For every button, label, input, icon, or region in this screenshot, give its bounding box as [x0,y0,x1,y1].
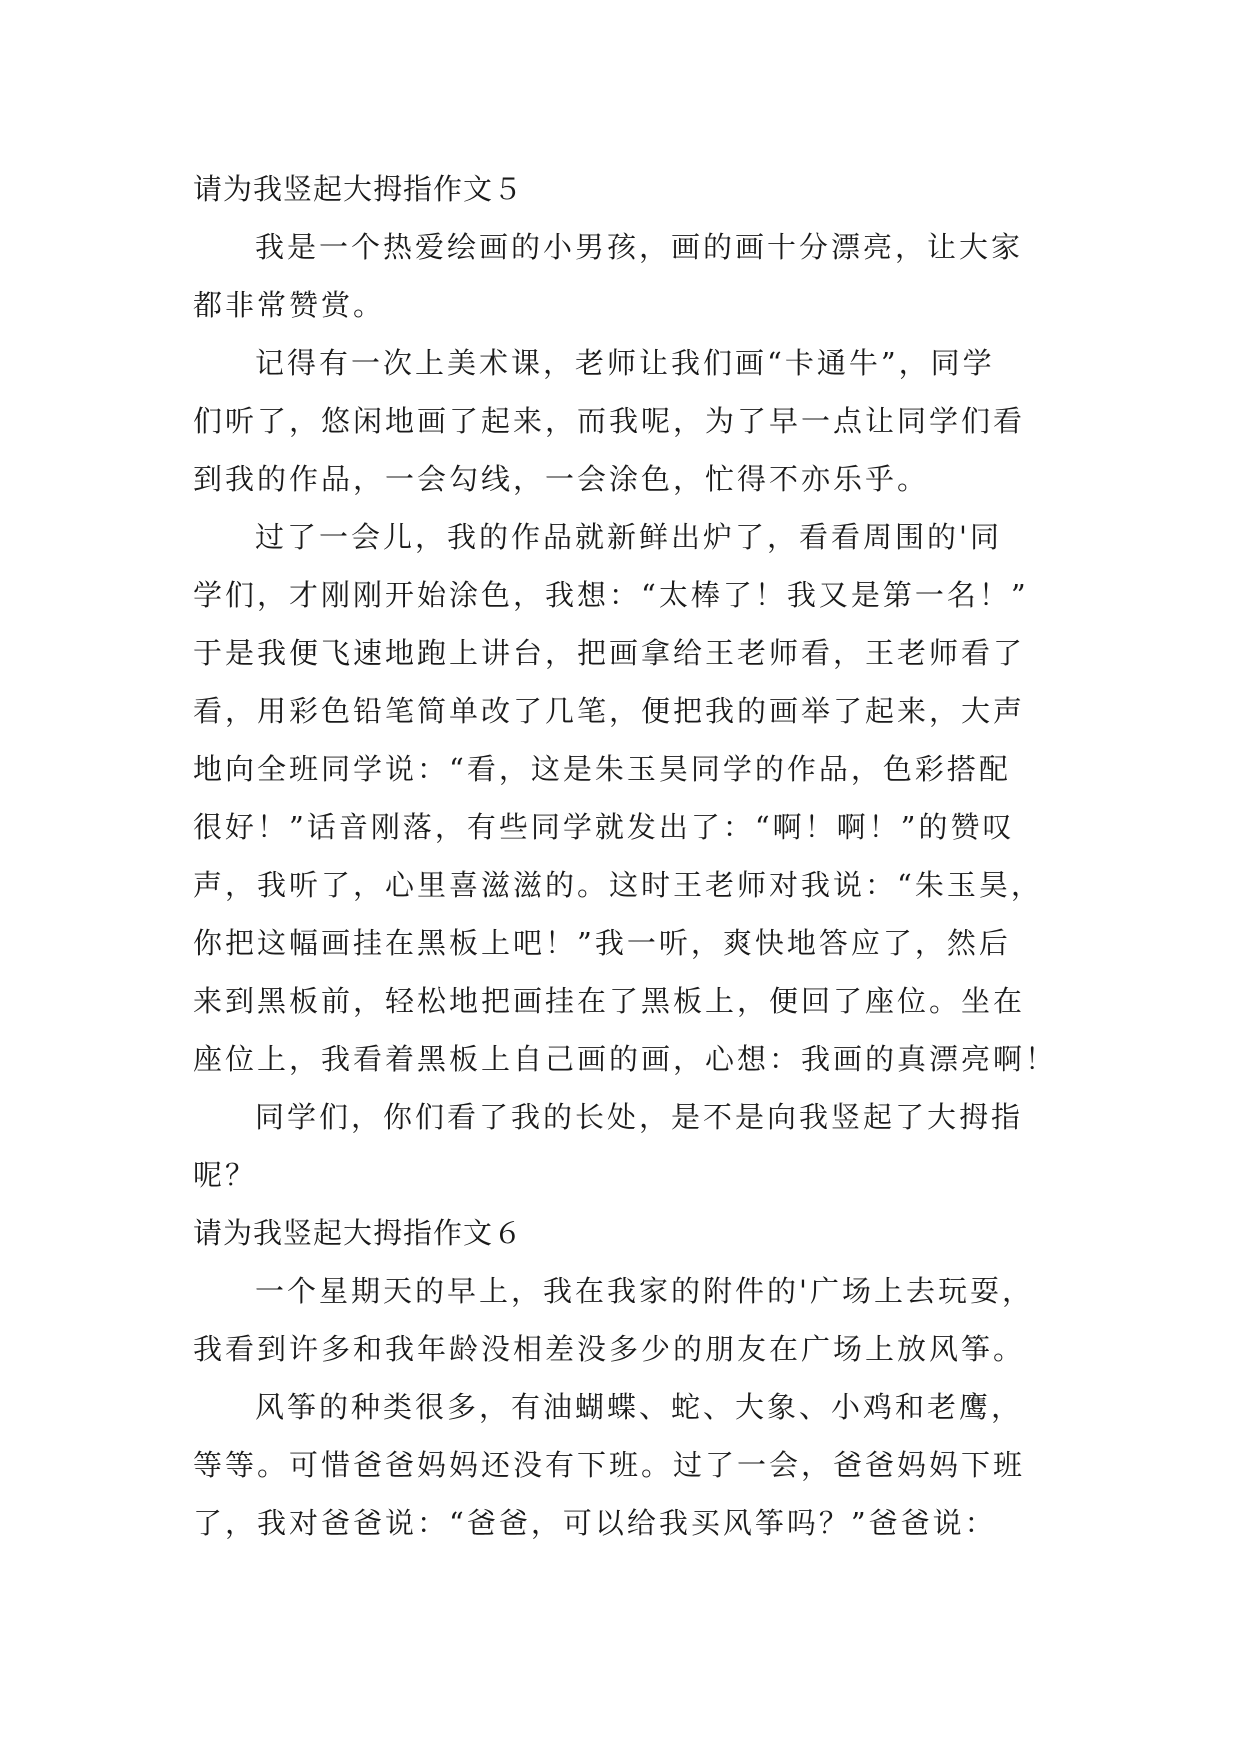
paragraph [193,508,1058,1088]
text-line: 声，我听了，心里喜滋滋的。这时王老师对我说：“朱玉昊， [193,868,1043,902]
text-line: 我看到许多和我年龄没相差没多少的朋友在广场上放风筝。 [193,1332,1026,1366]
section-title: 请为我竖起大拇指作文６ [193,1216,524,1250]
text-line: 等等。可惜爸爸妈妈还没有下班。过了一会，爸爸妈妈下班 [193,1448,1026,1482]
text-line: 到我的作品，一会勾线，一会涂色，忙得不亦乐乎。 [193,462,930,496]
text-line: 你把这幅画挂在黑板上吧！”我一听，爽快地答应了，然后 [193,926,1011,960]
text-line: 记得有一次上美术课，老师让我们画“卡通牛”，同学 [255,346,995,380]
text-line: 过了一会儿，我的作品就新鲜出炉了，看看周围的'同 [255,520,1002,554]
text-line: 们听了，悠闲地画了起来，而我呢，为了早一点让同学们看 [193,404,1026,438]
text-line: 来到黑板前，轻松地把画挂在了黑板上，便回了座位。坐在 [193,984,1026,1018]
text-line: 座位上，我看着黑板上自己画的画，心想：我画的真漂亮啊！ [193,1042,1058,1076]
paragraph [193,1088,1055,1204]
document-body [193,160,1058,1552]
text-line: 看，用彩色铅笔简单改了几笔，便把我的画举了起来，大声 [193,694,1026,728]
paragraph [193,1262,1055,1378]
paragraph [193,218,1055,334]
paragraph [193,1378,1055,1552]
text-line: 一个星期天的早上，我在我家的附件的'广场上去玩耍， [255,1274,1034,1308]
text-line: 地向全班同学说：“看，这是朱玉昊同学的作品，色彩搭配 [193,752,1011,786]
text-line: 都非常赞赏。 [193,288,386,322]
text-line: 我是一个热爱绘画的小男孩，画的画十分漂亮，让大家 [255,230,1024,264]
text-line: 了，我对爸爸说：“爸爸，可以给我买风筝吗？”爸爸说： [193,1506,997,1540]
text-line: 风筝的种类很多，有油蝴蝶、蛇、大象、小鸡和老鹰， [255,1390,1024,1424]
text-line: 呢？ [193,1158,258,1192]
text-line: 同学们，你们看了我的长处，是不是向我竖起了大拇指 [255,1100,1024,1134]
text-line: 很好！”话音刚落，有些同学就发出了：“啊！啊！”的赞叹 [193,810,1015,844]
text-line: 学们，才刚刚开始涂色，我想：“太棒了！我又是第一名！” [193,578,1029,612]
text-line: 于是我便飞速地跑上讲台，把画拿给王老师看，王老师看了 [193,636,1026,670]
section-title: 请为我竖起大拇指作文５ [193,172,524,206]
paragraph [193,334,1055,508]
